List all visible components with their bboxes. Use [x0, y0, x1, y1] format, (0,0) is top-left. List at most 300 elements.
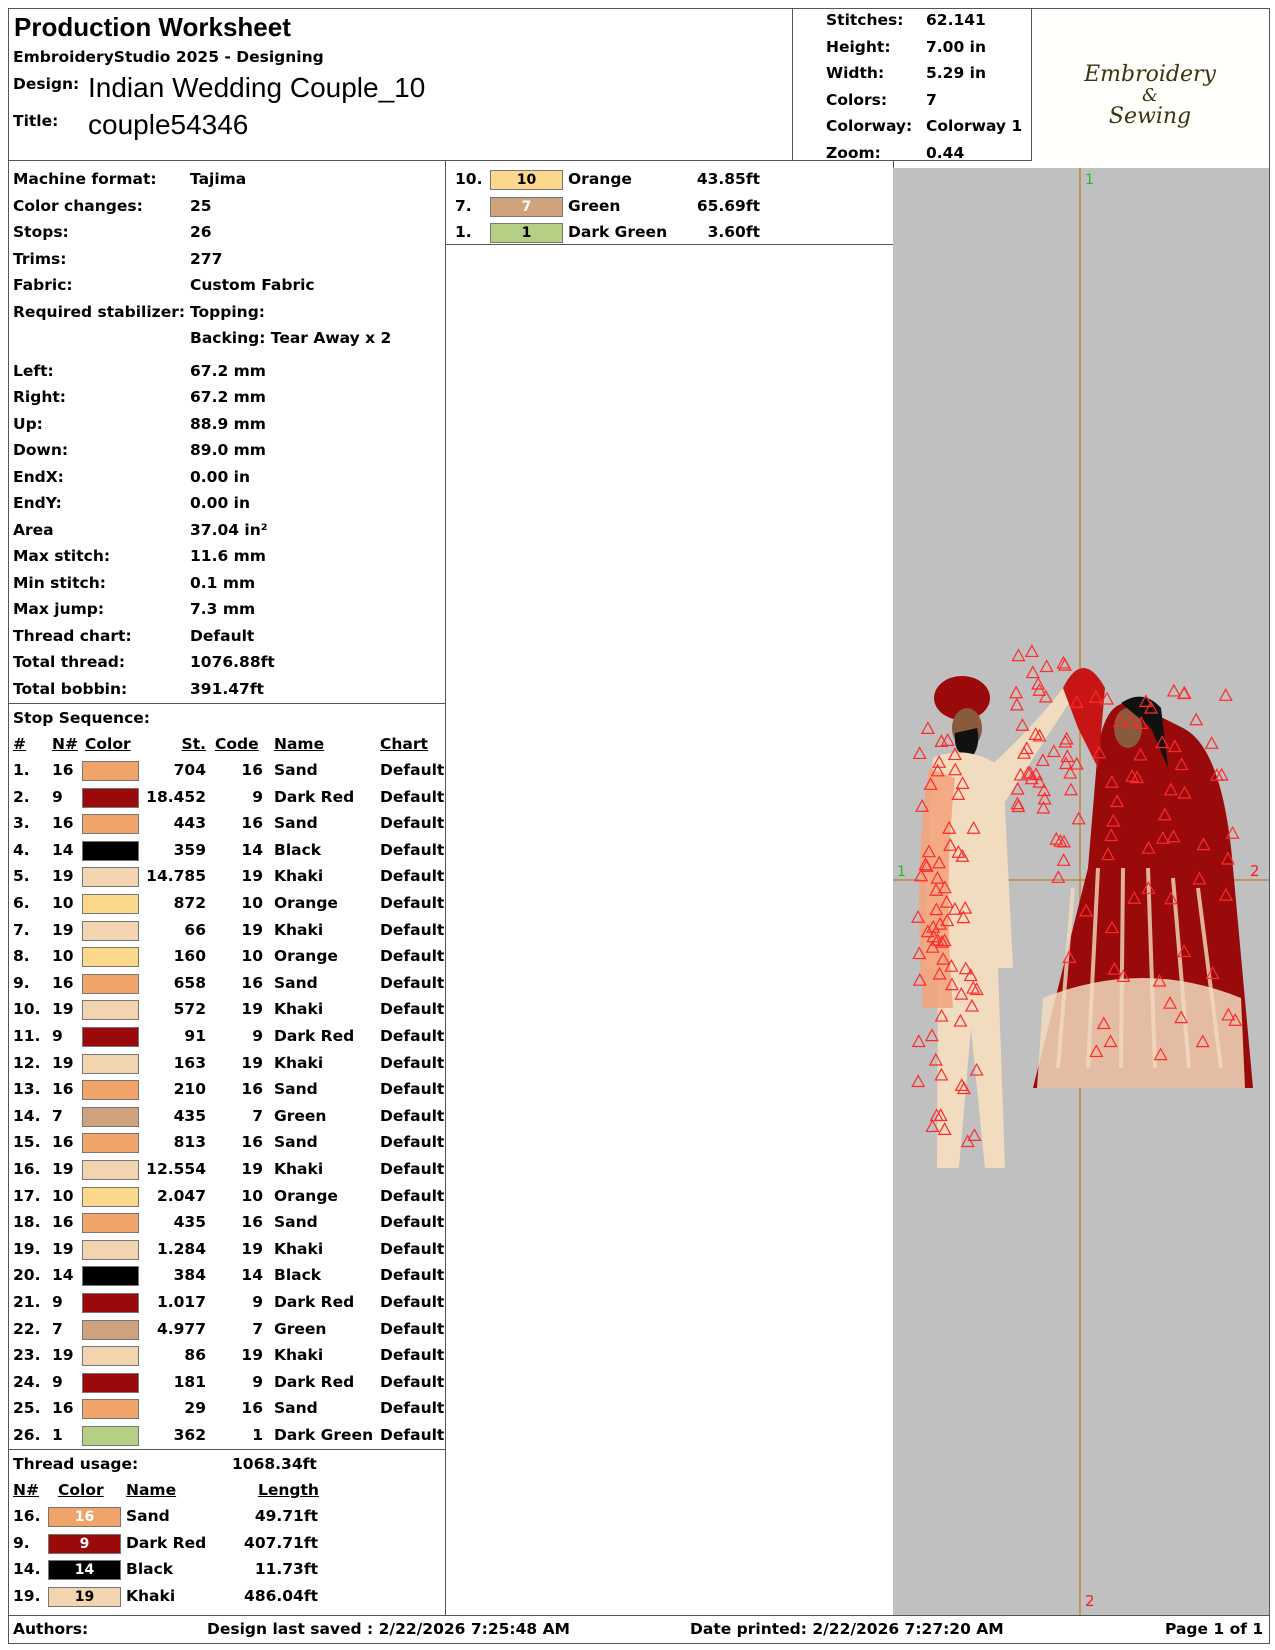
info-label: Area: [13, 520, 54, 539]
stat-label: Zoom:: [826, 143, 881, 162]
stop-color-name: Khaki: [274, 867, 324, 886]
stitch-marker: [1190, 714, 1202, 725]
stitch-marker: [1220, 689, 1232, 700]
stop-color-name: Sand: [274, 814, 318, 833]
stop-stitch-count: 435: [173, 1106, 206, 1125]
color-swatch: [48, 1534, 121, 1554]
stitch-marker: [1168, 685, 1180, 696]
color-swatch: [48, 1560, 121, 1580]
info-value: 37.04 in²: [190, 520, 268, 539]
stop-index: 1.: [13, 761, 30, 779]
stop-stitch-count: 86: [184, 1346, 206, 1365]
stop-stitch-count: 14.785: [146, 867, 206, 886]
info-value: 0.00 in: [190, 467, 250, 486]
stop-index: 21.: [13, 1293, 41, 1311]
stop-stitch-count: 18.452: [146, 787, 206, 806]
thread-usage-total: 1068.34ft: [232, 1455, 317, 1473]
stop-index: 20.: [13, 1266, 41, 1285]
color-swatch: [82, 1080, 139, 1100]
usage-color-name: Black: [126, 1560, 174, 1578]
color-swatch: [490, 170, 563, 190]
stop-thread-number: 1: [52, 1426, 63, 1444]
stop-thread-number: 14: [52, 1266, 74, 1285]
stop-color-name: Sand: [274, 1133, 318, 1152]
info-value: 391.47ft: [190, 679, 264, 698]
stop-code: 10: [241, 894, 263, 912]
usage-color-name: Orange: [568, 170, 632, 188]
stop-color-name: Black: [274, 840, 322, 859]
divider: [8, 703, 445, 704]
stop-code: 14: [241, 1266, 263, 1285]
stop-index: 11.: [13, 1027, 41, 1045]
title-label: Title:: [13, 112, 59, 130]
stop-thread-number: 16: [52, 761, 74, 779]
usage-color-name: Khaki: [126, 1586, 176, 1605]
stop-index: 7.: [13, 920, 30, 939]
stat-value: Colorway 1: [926, 117, 1023, 135]
stitch-marker: [1033, 684, 1045, 695]
stitch-marker: [1048, 746, 1060, 757]
stop-color-name: Green: [274, 1106, 327, 1125]
stop-stitch-count: 658: [173, 973, 206, 992]
stat-value: 0.44: [926, 143, 965, 162]
stop-index: 16.: [13, 1160, 41, 1178]
stop-chart: Default: [380, 761, 445, 779]
info-label: Color changes:: [13, 196, 143, 215]
stitch-marker: [1206, 737, 1218, 748]
color-swatch: [82, 1107, 139, 1127]
color-swatch: [82, 1373, 139, 1393]
stop-thread-number: 14: [52, 840, 74, 859]
color-swatch: [82, 1399, 139, 1419]
stop-chart: Default: [380, 920, 445, 939]
stop-code: 16: [241, 1213, 263, 1232]
stat-label: Colors:: [826, 90, 888, 109]
stop-color-name: Sand: [274, 761, 318, 779]
stop-code: 16: [241, 1080, 263, 1099]
divider: [445, 160, 446, 1615]
stop-index: 13.: [13, 1080, 41, 1099]
stop-code: 19: [241, 867, 263, 886]
usage-color-name: Green: [568, 196, 621, 215]
info-value: 277: [190, 249, 223, 268]
stop-thread-number: 10: [52, 1186, 74, 1205]
usage-index: 7.: [455, 196, 472, 215]
stop-chart: Default: [380, 973, 445, 992]
stop-chart: Default: [380, 867, 445, 886]
column-header: Color: [58, 1481, 104, 1499]
swatch-code: 7: [521, 198, 532, 215]
stop-index: 17.: [13, 1186, 41, 1205]
stop-stitch-count: 813: [173, 1133, 206, 1152]
column-header: Chart: [380, 735, 428, 753]
info-value: 25: [190, 196, 212, 215]
info-value: Default: [190, 626, 255, 645]
stat-label: Colorway:: [826, 117, 913, 135]
stop-stitch-count: 12.554: [146, 1160, 206, 1178]
stop-thread-number: 10: [52, 894, 74, 912]
stop-stitch-count: 1.017: [156, 1293, 206, 1311]
stop-index: 3.: [13, 814, 30, 833]
stop-index: 12.: [13, 1053, 41, 1072]
info-label: Stops:: [13, 223, 69, 241]
divider: [792, 8, 793, 160]
column-header: N#: [52, 735, 78, 753]
brand-logo: [1032, 9, 1269, 167]
stop-index: 25.: [13, 1399, 41, 1418]
stop-stitch-count: 4.977: [156, 1319, 206, 1338]
logo-line: Sewing: [1108, 104, 1192, 129]
stop-index: 9.: [13, 973, 30, 992]
color-swatch: [82, 761, 139, 781]
stop-code: 16: [241, 1133, 263, 1152]
stitch-marker: [912, 1075, 924, 1086]
stop-thread-number: 19: [52, 1346, 74, 1365]
stop-stitch-count: 704: [173, 761, 206, 779]
stop-chart: Default: [380, 1000, 445, 1019]
divider: [445, 244, 893, 245]
info-value: 88.9 mm: [190, 414, 266, 433]
stitch-marker: [1012, 650, 1024, 661]
divider: [8, 1449, 445, 1450]
info-value: 89.0 mm: [190, 441, 266, 459]
stat-value: 62.141: [926, 11, 986, 29]
stitch-marker: [1058, 854, 1070, 865]
column-header: Name: [274, 735, 325, 753]
stop-index: 8.: [13, 947, 30, 966]
stop-chart: Default: [380, 1293, 445, 1311]
info-label: EndY:: [13, 494, 62, 512]
stop-chart: Default: [380, 1372, 445, 1391]
stop-chart: Default: [380, 894, 445, 912]
stop-chart: Default: [380, 1133, 445, 1152]
stop-code: 9: [252, 787, 263, 806]
stat-value: 5.29 in: [926, 64, 986, 82]
stop-thread-number: 7: [52, 1319, 63, 1338]
info-label: Max jump:: [13, 600, 105, 618]
stitch-marker: [962, 1135, 974, 1146]
swatch-code: 14: [74, 1562, 95, 1578]
stop-color-name: Sand: [274, 1399, 318, 1418]
column-header: #: [13, 735, 26, 753]
stop-stitch-count: 66: [184, 920, 206, 939]
usage-length: 11.73ft: [254, 1560, 318, 1578]
usage-length: 407.71ft: [244, 1533, 318, 1552]
stop-code: 9: [252, 1027, 263, 1045]
stop-stitch-count: 91: [184, 1027, 206, 1045]
info-label: Required stabilizer:: [13, 302, 186, 321]
stop-thread-number: 16: [52, 1213, 74, 1232]
stitch-marker: [1010, 687, 1022, 698]
stop-stitch-count: 384: [173, 1266, 206, 1285]
stop-thread-number: 9: [52, 1293, 63, 1311]
stop-thread-number: 16: [52, 1080, 74, 1099]
stitch-marker: [922, 722, 934, 733]
stitch-marker: [1052, 871, 1064, 882]
stop-chart: Default: [380, 840, 445, 859]
stat-label: Stitches:: [826, 11, 904, 29]
stop-index: 4.: [13, 840, 30, 859]
stitch-marker: [1026, 645, 1038, 656]
usage-length: 3.60ft: [707, 223, 760, 241]
usage-index: 1.: [455, 223, 472, 241]
color-swatch: [82, 1187, 139, 1207]
stop-thread-number: 16: [52, 814, 74, 833]
stop-thread-number: 19: [52, 1000, 74, 1019]
color-swatch: [82, 867, 139, 887]
stop-code: 7: [252, 1106, 263, 1125]
stop-code: 9: [252, 1372, 263, 1391]
stop-color-name: Black: [274, 1266, 322, 1285]
column-header: Color: [85, 735, 131, 753]
stop-chart: Default: [380, 1239, 445, 1258]
info-value: Backing: Tear Away x 2: [190, 329, 392, 347]
info-label: Machine format:: [13, 170, 157, 188]
info-label: EndX:: [13, 467, 64, 486]
info-label: Right:: [13, 388, 66, 406]
stop-code: 10: [241, 1186, 263, 1205]
usage-length: 43.85ft: [696, 170, 760, 188]
stop-code: 19: [241, 920, 263, 939]
stat-value: 7: [926, 90, 937, 109]
stop-color-name: Khaki: [274, 1000, 324, 1019]
stop-color-name: Dark Red: [274, 1293, 355, 1311]
stop-chart: Default: [380, 1106, 445, 1125]
stop-color-name: Khaki: [274, 920, 324, 939]
stop-index: 22.: [13, 1319, 41, 1338]
logo-line: Embroidery: [1084, 62, 1216, 87]
footer-page: Page 1 of 1: [1165, 1620, 1264, 1638]
usage-index: 16.: [13, 1507, 41, 1525]
stop-thread-number: 19: [52, 1160, 74, 1178]
color-swatch: [82, 1346, 139, 1366]
stop-index: 6.: [13, 894, 30, 912]
info-value: 7.3 mm: [190, 600, 256, 618]
usage-length: 49.71ft: [254, 1507, 318, 1525]
stop-color-name: Dark Green: [274, 1426, 374, 1444]
stitch-marker: [1037, 754, 1049, 765]
stitch-marker: [1065, 784, 1077, 795]
info-value: Tajima: [190, 170, 247, 188]
title-value: couple54346: [88, 109, 249, 140]
stop-stitch-count: 359: [173, 840, 206, 859]
stop-index: 14.: [13, 1106, 41, 1125]
color-swatch: [82, 1213, 139, 1233]
stop-color-name: Orange: [274, 947, 338, 966]
stop-thread-number: 7: [52, 1106, 63, 1125]
stop-chart: Default: [380, 1027, 445, 1045]
column-header: St.: [181, 735, 206, 753]
color-swatch: [82, 974, 139, 994]
logo-line: &: [1141, 85, 1159, 106]
stop-code: 16: [241, 761, 263, 779]
stop-chart: Default: [380, 947, 445, 966]
stop-chart: Default: [380, 1346, 445, 1365]
stop-stitch-count: 181: [173, 1372, 206, 1391]
stop-stitch-count: 872: [173, 894, 206, 912]
column-header: Code: [215, 735, 259, 753]
stop-stitch-count: 1.284: [156, 1239, 206, 1258]
stop-index: 2.: [13, 787, 30, 806]
stop-color-name: Dark Red: [274, 787, 355, 806]
info-label: Fabric:: [13, 276, 73, 294]
stop-stitch-count: 572: [173, 1000, 206, 1019]
swatch-code: 10: [516, 172, 537, 188]
color-swatch: [490, 197, 563, 217]
info-value: Custom Fabric: [190, 276, 315, 294]
stop-index: 24.: [13, 1372, 41, 1391]
stop-thread-number: 19: [52, 867, 74, 886]
column-header: Name: [126, 1481, 177, 1499]
color-swatch: [82, 814, 139, 834]
stop-chart: Default: [380, 1213, 445, 1232]
stop-code: 19: [241, 1160, 263, 1178]
stop-index: 5.: [13, 867, 30, 886]
app-name: EmbroideryStudio 2025 - Designing: [13, 48, 324, 66]
stitch-marker: [1073, 813, 1085, 824]
stitch-marker: [926, 1030, 938, 1041]
stop-color-name: Khaki: [274, 1239, 324, 1258]
usage-index: 19.: [13, 1586, 41, 1605]
stat-label: Width:: [826, 64, 885, 82]
stop-stitch-count: 210: [173, 1080, 206, 1099]
column-header: N#: [13, 1481, 39, 1499]
stop-code: 9: [252, 1293, 263, 1311]
usage-color-name: Sand: [126, 1507, 170, 1525]
info-value: 1076.88ft: [190, 653, 275, 671]
stop-color-name: Dark Red: [274, 1372, 355, 1391]
swatch-code: 9: [79, 1535, 90, 1552]
color-swatch: [82, 1160, 139, 1180]
stop-chart: Default: [380, 1186, 445, 1205]
info-value: 11.6 mm: [190, 547, 266, 565]
info-label: Trims:: [13, 249, 67, 268]
info-label: Thread chart:: [13, 626, 132, 645]
divider: [8, 1615, 1270, 1616]
color-swatch: [48, 1507, 121, 1527]
color-swatch: [82, 1426, 139, 1446]
info-label: Down:: [13, 441, 69, 459]
stop-chart: Default: [380, 1399, 445, 1418]
stop-chart: Default: [380, 1266, 445, 1285]
stop-color-name: Sand: [274, 1080, 318, 1099]
stop-thread-number: 19: [52, 1053, 74, 1072]
design-label: Design:: [13, 75, 80, 93]
footer-printed: Date printed: 2/22/2026 7:27:20 AM: [690, 1620, 1004, 1638]
thread-usage-title: Thread usage:: [13, 1455, 139, 1473]
stop-code: 7: [252, 1319, 263, 1338]
color-swatch: [82, 1266, 139, 1286]
stop-sequence-title: Stop Sequence:: [13, 709, 150, 727]
color-swatch: [82, 788, 139, 808]
color-swatch: [82, 947, 139, 967]
footer-authors: Authors:: [13, 1620, 89, 1638]
info-label: Up:: [13, 414, 43, 433]
stitch-marker: [914, 747, 926, 758]
stop-index: 15.: [13, 1133, 41, 1152]
stop-code: 19: [241, 1053, 263, 1072]
stop-thread-number: 9: [52, 787, 63, 806]
column-header: Length: [258, 1481, 319, 1499]
info-value: 67.2 mm: [190, 361, 266, 380]
info-value: 0.00 in: [190, 494, 250, 512]
stitch-marker: [1016, 719, 1028, 730]
usage-index: 10.: [455, 170, 483, 188]
axis-label: 1: [897, 864, 906, 880]
stop-color-name: Orange: [274, 894, 338, 912]
stop-color-name: Khaki: [274, 1346, 324, 1365]
stop-thread-number: 16: [52, 973, 74, 992]
color-swatch: [82, 1027, 139, 1047]
design-preview: [893, 168, 1269, 1615]
stitch-marker: [913, 1036, 925, 1047]
stat-value: 7.00 in: [926, 37, 986, 56]
info-label: Total thread:: [13, 653, 126, 671]
stop-color-name: Sand: [274, 973, 318, 992]
stop-index: 10.: [13, 1000, 41, 1019]
color-swatch: [82, 921, 139, 941]
stat-label: Height:: [826, 37, 891, 56]
stop-stitch-count: 2.047: [156, 1186, 206, 1205]
stop-chart: Default: [380, 814, 445, 833]
color-swatch: [82, 894, 139, 914]
color-swatch: [82, 1133, 139, 1153]
usage-index: 9.: [13, 1533, 30, 1552]
stop-index: 26.: [13, 1426, 41, 1444]
stop-color-name: Dark Red: [274, 1027, 355, 1045]
color-swatch: [82, 841, 139, 861]
swatch-code: 1: [521, 225, 532, 241]
stop-color-name: Khaki: [274, 1053, 324, 1072]
stitch-marker: [1027, 667, 1039, 678]
color-swatch: [82, 1240, 139, 1260]
stop-index: 23.: [13, 1346, 41, 1365]
stop-chart: Default: [380, 787, 445, 806]
stop-code: 19: [241, 1000, 263, 1019]
stop-index: 18.: [13, 1213, 41, 1232]
stop-code: 16: [241, 814, 263, 833]
color-swatch: [490, 223, 563, 243]
stop-chart: Default: [380, 1160, 445, 1178]
stop-color-name: Green: [274, 1319, 327, 1338]
color-swatch: [82, 1000, 139, 1020]
stop-stitch-count: 29: [184, 1399, 206, 1418]
info-value: 26: [190, 223, 212, 241]
stop-chart: Default: [380, 1319, 445, 1338]
color-swatch: [82, 1293, 139, 1313]
stop-stitch-count: 160: [173, 947, 206, 966]
usage-color-name: Dark Green: [568, 223, 668, 241]
usage-length: 486.04ft: [244, 1586, 318, 1605]
stop-stitch-count: 163: [173, 1053, 206, 1072]
info-label: Max stitch:: [13, 547, 111, 565]
stop-thread-number: 10: [52, 947, 74, 966]
info-label: Left:: [13, 361, 54, 380]
stop-thread-number: 19: [52, 1239, 74, 1258]
info-value: 0.1 mm: [190, 573, 256, 592]
color-swatch: [82, 1320, 139, 1340]
stop-stitch-count: 435: [173, 1213, 206, 1232]
stop-code: 14: [241, 840, 263, 859]
stitch-marker: [1040, 691, 1052, 702]
stop-code: 16: [241, 1399, 263, 1418]
color-swatch: [82, 1054, 139, 1074]
design-name: Indian Wedding Couple_10: [88, 72, 426, 103]
stop-code: 19: [241, 1346, 263, 1365]
axis-label: 2: [1250, 862, 1260, 880]
info-label: Min stitch:: [13, 573, 106, 592]
stop-chart: Default: [380, 1080, 445, 1099]
